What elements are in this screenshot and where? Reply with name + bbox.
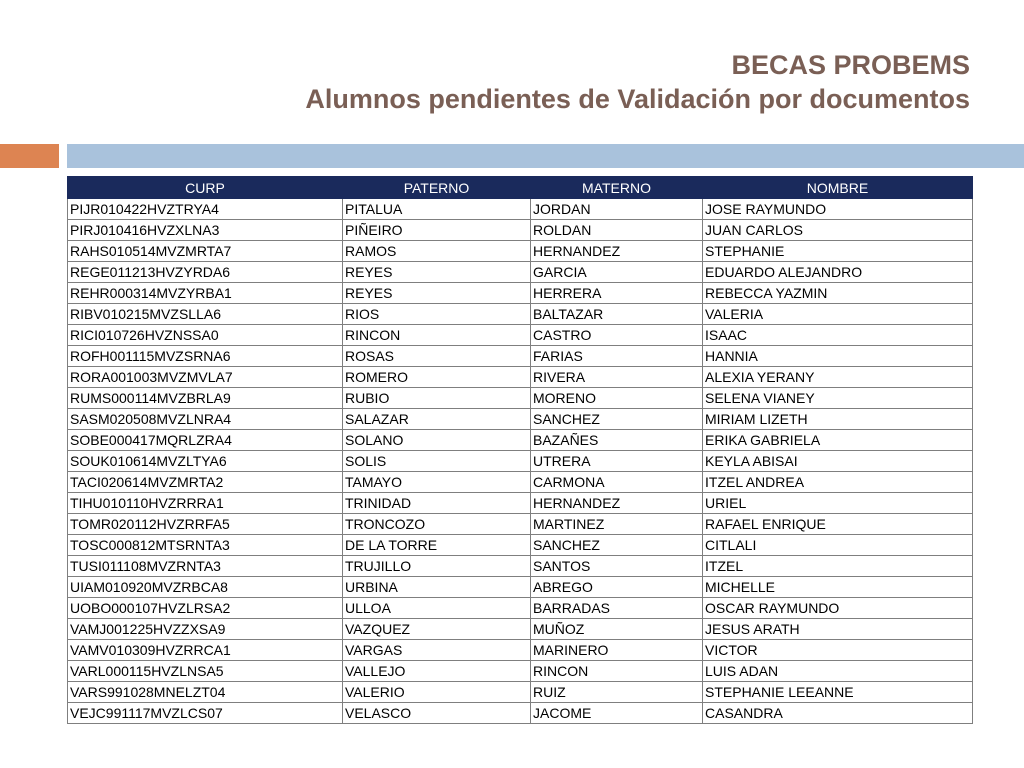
nombre-cell: MICHELLE [703, 577, 973, 598]
materno-cell: SANTOS [531, 556, 703, 577]
paterno-cell: VAZQUEZ [343, 619, 531, 640]
students-table-container [67, 176, 972, 724]
curp-cell: SASM020508MVZLNRA4 [68, 409, 343, 430]
nombre-cell: CASANDRA [703, 703, 973, 724]
curp-cell: TOSC000812MTSRNTA3 [68, 535, 343, 556]
table-row [68, 283, 973, 304]
materno-cell: BAZAÑES [531, 430, 703, 451]
table-row [68, 346, 973, 367]
nombre-cell: EDUARDO ALEJANDRO [703, 262, 973, 283]
curp-cell: RORA001003MVZMVLA7 [68, 367, 343, 388]
curp-cell: SOUK010614MVZLTYA6 [68, 451, 343, 472]
table-row [68, 661, 973, 682]
paterno-cell: ULLOA [343, 598, 531, 619]
table-header-row [68, 177, 973, 199]
nombre-cell: VALERIA [703, 304, 973, 325]
table-row [68, 493, 973, 514]
materno-cell: HERNANDEZ [531, 241, 703, 262]
nombre-cell: ALEXIA YERANY [703, 367, 973, 388]
nombre-cell: KEYLA ABISAI [703, 451, 973, 472]
paterno-cell: RINCON [343, 325, 531, 346]
slide-title [305, 48, 970, 116]
paterno-cell: TRINIDAD [343, 493, 531, 514]
table-row [68, 199, 973, 220]
nombre-cell: OSCAR RAYMUNDO [703, 598, 973, 619]
nombre-cell: LUIS ADAN [703, 661, 973, 682]
table-body [68, 199, 973, 724]
table-row [68, 409, 973, 430]
table-row [68, 619, 973, 640]
title-line-2: Alumnos pendientes de Validación por documentos [305, 84, 970, 114]
materno-cell: SANCHEZ [531, 409, 703, 430]
nombre-cell: URIEL [703, 493, 973, 514]
nombre-cell: ITZEL [703, 556, 973, 577]
nombre-cell: JUAN CARLOS [703, 220, 973, 241]
curp-cell: VARL000115HVZLNSA5 [68, 661, 343, 682]
materno-cell: FARIAS [531, 346, 703, 367]
paterno-cell: SOLANO [343, 430, 531, 451]
paterno-cell: URBINA [343, 577, 531, 598]
title-line-1: BECAS PROBEMS [731, 50, 970, 80]
table-row [68, 598, 973, 619]
table-row [68, 367, 973, 388]
materno-cell: CASTRO [531, 325, 703, 346]
paterno-cell: VARGAS [343, 640, 531, 661]
curp-cell: UIAM010920MVZRBCA8 [68, 577, 343, 598]
curp-cell: SOBE000417MQRLZRA4 [68, 430, 343, 451]
curp-cell: ROFH001115MVZSRNA6 [68, 346, 343, 367]
table-row [68, 535, 973, 556]
header-curp: CURP [68, 177, 343, 199]
materno-cell: BALTAZAR [531, 304, 703, 325]
paterno-cell: RAMOS [343, 241, 531, 262]
header-paterno: PATERNO [343, 177, 531, 199]
curp-cell: UOBO000107HVZLRSA2 [68, 598, 343, 619]
materno-cell: UTRERA [531, 451, 703, 472]
nombre-cell: SELENA VIANEY [703, 388, 973, 409]
nombre-cell: ERIKA GABRIELA [703, 430, 973, 451]
paterno-cell: SOLIS [343, 451, 531, 472]
paterno-cell: TRONCOZO [343, 514, 531, 535]
materno-cell: MARTINEZ [531, 514, 703, 535]
table-row [68, 304, 973, 325]
paterno-cell: TRUJILLO [343, 556, 531, 577]
curp-cell: VEJC991117MVZLCS07 [68, 703, 343, 724]
materno-cell: JORDAN [531, 199, 703, 220]
materno-cell: ABREGO [531, 577, 703, 598]
materno-cell: BARRADAS [531, 598, 703, 619]
paterno-cell: DE LA TORRE [343, 535, 531, 556]
table-row [68, 451, 973, 472]
curp-cell: VAMV010309HVZRRCA1 [68, 640, 343, 661]
materno-cell: JACOME [531, 703, 703, 724]
curp-cell: REGE011213HVZYRDA6 [68, 262, 343, 283]
nombre-cell: REBECCA YAZMIN [703, 283, 973, 304]
paterno-cell: PITALUA [343, 199, 531, 220]
table-row [68, 514, 973, 535]
nombre-cell: STEPHANIE [703, 241, 973, 262]
nombre-cell: JESUS ARATH [703, 619, 973, 640]
curp-cell: VAMJ001225HVZZXSA9 [68, 619, 343, 640]
table-row [68, 472, 973, 493]
curp-cell: RICI010726HVZNSSA0 [68, 325, 343, 346]
paterno-cell: RUBIO [343, 388, 531, 409]
students-table [67, 176, 973, 724]
table-row [68, 220, 973, 241]
materno-cell: MUÑOZ [531, 619, 703, 640]
nombre-cell: RAFAEL ENRIQUE [703, 514, 973, 535]
nombre-cell: ISAAC [703, 325, 973, 346]
header-materno: MATERNO [531, 177, 703, 199]
accent-bar-orange [0, 144, 59, 168]
accent-bar-blue [67, 144, 1024, 168]
table-row [68, 430, 973, 451]
materno-cell: CARMONA [531, 472, 703, 493]
curp-cell: TIHU010110HVZRRRA1 [68, 493, 343, 514]
materno-cell: HERNANDEZ [531, 493, 703, 514]
curp-cell: PIJR010422HVZTRYA4 [68, 199, 343, 220]
table-row [68, 703, 973, 724]
table-row [68, 682, 973, 703]
paterno-cell: VALLEJO [343, 661, 531, 682]
curp-cell: TACI020614MVZMRTA2 [68, 472, 343, 493]
materno-cell: MORENO [531, 388, 703, 409]
materno-cell: RUIZ [531, 682, 703, 703]
curp-cell: TUSI011108MVZRNTA3 [68, 556, 343, 577]
curp-cell: RIBV010215MVZSLLA6 [68, 304, 343, 325]
paterno-cell: REYES [343, 262, 531, 283]
paterno-cell: VALERIO [343, 682, 531, 703]
curp-cell: VARS991028MNELZT04 [68, 682, 343, 703]
table-row [68, 262, 973, 283]
table-row [68, 241, 973, 262]
nombre-cell: ITZEL ANDREA [703, 472, 973, 493]
paterno-cell: ROMERO [343, 367, 531, 388]
paterno-cell: SALAZAR [343, 409, 531, 430]
paterno-cell: PIÑEIRO [343, 220, 531, 241]
curp-cell: REHR000314MVZYRBA1 [68, 283, 343, 304]
materno-cell: RINCON [531, 661, 703, 682]
nombre-cell: STEPHANIE LEEANNE [703, 682, 973, 703]
materno-cell: RIVERA [531, 367, 703, 388]
materno-cell: ROLDAN [531, 220, 703, 241]
nombre-cell: HANNIA [703, 346, 973, 367]
paterno-cell: VELASCO [343, 703, 531, 724]
materno-cell: SANCHEZ [531, 535, 703, 556]
table-row [68, 556, 973, 577]
curp-cell: RUMS000114MVZBRLA9 [68, 388, 343, 409]
paterno-cell: RIOS [343, 304, 531, 325]
paterno-cell: TAMAYO [343, 472, 531, 493]
nombre-cell: JOSE RAYMUNDO [703, 199, 973, 220]
nombre-cell: MIRIAM LIZETH [703, 409, 973, 430]
table-row [68, 577, 973, 598]
table-row [68, 388, 973, 409]
materno-cell: HERRERA [531, 283, 703, 304]
curp-cell: TOMR020112HVZRRFA5 [68, 514, 343, 535]
paterno-cell: REYES [343, 283, 531, 304]
materno-cell: GARCIA [531, 262, 703, 283]
materno-cell: MARINERO [531, 640, 703, 661]
nombre-cell: VICTOR [703, 640, 973, 661]
header-nombre: NOMBRE [703, 177, 973, 199]
curp-cell: PIRJ010416HVZXLNA3 [68, 220, 343, 241]
nombre-cell: CITLALI [703, 535, 973, 556]
paterno-cell: ROSAS [343, 346, 531, 367]
table-row [68, 640, 973, 661]
table-row [68, 325, 973, 346]
curp-cell: RAHS010514MVZMRTA7 [68, 241, 343, 262]
